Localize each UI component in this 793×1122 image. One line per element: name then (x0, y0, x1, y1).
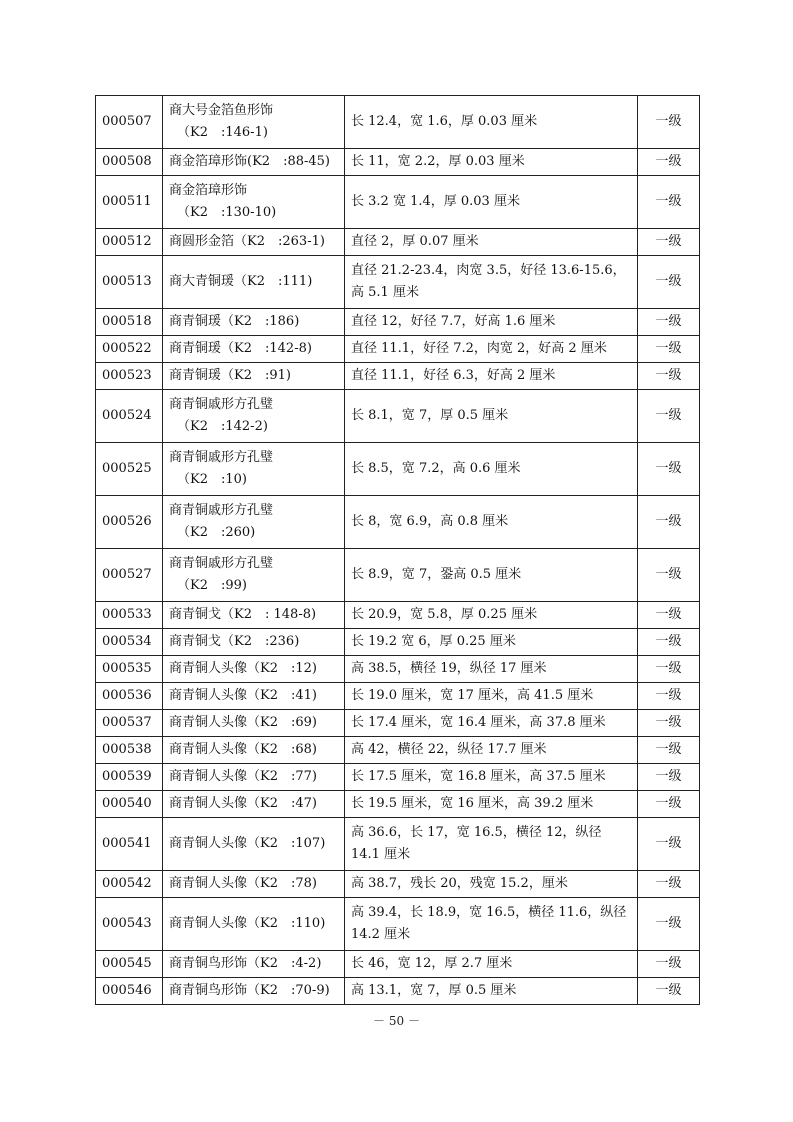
excavation-code: （K2 :91) (221, 368, 291, 383)
relic-name-cell (163, 629, 345, 656)
dimensions-cell: 长 19.5 厘米，宽 16 厘米，高 39.2 厘米 (345, 791, 638, 818)
excavation-code: （K2 :111) (234, 274, 313, 289)
catalog-number-cell: 000542 (96, 871, 163, 898)
dimensions-cell: 长 20.9，宽 5.8，厚 0.25 厘米 (345, 602, 638, 629)
dimensions-cell: 长 8.9，宽 7，銎高 0.5 厘米 (345, 549, 638, 602)
dimensions-cell: 长 8.1，宽 7，厚 0.5 厘米 (345, 390, 638, 443)
relic-name-cell (163, 898, 345, 951)
relic-name-cell (163, 256, 345, 309)
catalog-number-cell: 000523 (96, 363, 163, 390)
table-row (96, 549, 700, 602)
catalog-number-cell: 000513 (96, 256, 163, 309)
relic-name-cell (163, 683, 345, 710)
relic-name: 商青铜戚形方孔璧 (169, 503, 274, 518)
grade-cell: 一级 (638, 764, 700, 791)
dimensions-cell: 直径 11.1，好径 6.3，好高 2 厘米 (345, 363, 638, 390)
grade-cell: 一级 (638, 549, 700, 602)
excavation-code: （K2 :77) (247, 769, 317, 784)
relic-name: 商青铜戚形方孔璧 (169, 450, 274, 465)
excavation-code: （K2 :10) (177, 472, 247, 487)
excavation-code: （K2 :130-10) (177, 205, 277, 220)
table-row (96, 336, 700, 363)
relic-name: 商青铜人头像 (169, 769, 248, 784)
grade-cell: 一级 (638, 390, 700, 443)
dimensions-cell: 高 42，横径 22，纵径 17.7 厘米 (345, 737, 638, 764)
catalog-number-cell: 000546 (96, 978, 163, 1005)
excavation-code: （K2 :69) (247, 715, 317, 730)
catalog-number-cell: 000512 (96, 229, 163, 256)
dimensions-cell: 长 3.2 宽 1.4，厚 0.03 厘米 (345, 176, 638, 229)
relic-name: 商青铜瑗 (169, 314, 222, 329)
table-row (96, 96, 700, 149)
relic-name-cell (163, 363, 345, 390)
relic-name-cell (163, 871, 345, 898)
relic-name: 商青铜瑗 (169, 341, 222, 356)
table-row (96, 898, 700, 951)
catalog-number-cell: 000541 (96, 818, 163, 871)
grade-cell: 一级 (638, 818, 700, 871)
relic-name-cell (163, 390, 345, 443)
catalog-number-cell: 000534 (96, 629, 163, 656)
relic-name: 商青铜人头像 (169, 688, 248, 703)
dimensions-cell: 长 19.0 厘米，宽 17 厘米，高 41.5 厘米 (345, 683, 638, 710)
grade-cell: 一级 (638, 96, 700, 149)
dimensions-cell: 长 8.5，宽 7.2，高 0.6 厘米 (345, 443, 638, 496)
table-row (96, 737, 700, 764)
table-row (96, 176, 700, 229)
catalog-number-cell: 000525 (96, 443, 163, 496)
table-row (96, 791, 700, 818)
relic-name: 商青铜戚形方孔璧 (169, 556, 274, 571)
relic-name-cell (163, 710, 345, 737)
relic-name: 商青铜人头像 (169, 796, 248, 811)
relic-name: 商大青铜瑗 (169, 274, 235, 289)
excavation-code: （K2 :4-2) (247, 956, 322, 971)
dimensions-cell: 高 38.5，横径 19，纵径 17 厘米 (345, 656, 638, 683)
relic-name-cell (163, 764, 345, 791)
page-number: － 50 － (373, 1014, 420, 1028)
table-row (96, 256, 700, 309)
catalog-number-cell: 000535 (96, 656, 163, 683)
relic-name-cell (163, 336, 345, 363)
catalog-number-cell: 000540 (96, 791, 163, 818)
relic-name-cell (163, 656, 345, 683)
grade-cell: 一级 (638, 710, 700, 737)
table-row (96, 818, 700, 871)
table-row (96, 871, 700, 898)
table-row (96, 390, 700, 443)
grade-cell: 一级 (638, 496, 700, 549)
relic-name: 商青铜人头像 (169, 836, 248, 851)
relic-name-cell (163, 96, 345, 149)
relic-name: 商青铜鸟形饰 (169, 983, 248, 998)
dimensions-cell: 高 36.6，长 17，宽 16.5，横径 12，纵径 14.1 厘米 (345, 818, 638, 871)
catalog-number-cell: 000507 (96, 96, 163, 149)
catalog-number-cell: 000537 (96, 710, 163, 737)
table-row (96, 764, 700, 791)
relic-name: 商金箔璋形饰 (169, 154, 248, 169)
relic-name-cell (163, 818, 345, 871)
relic-name: 商青铜人头像 (169, 876, 248, 891)
relic-name: 商青铜人头像 (169, 742, 248, 757)
table-row (96, 149, 700, 176)
grade-cell: 一级 (638, 176, 700, 229)
excavation-code: （K2 :107) (247, 836, 326, 851)
relic-name-cell (163, 176, 345, 229)
table-row (96, 629, 700, 656)
dimensions-cell: 长 17.5 厘米，宽 16.8 厘米，高 37.5 厘米 (345, 764, 638, 791)
dimensions-cell: 长 11，宽 2.2，厚 0.03 厘米 (345, 149, 638, 176)
relic-name: 商青铜人头像 (169, 661, 248, 676)
grade-cell: 一级 (638, 951, 700, 978)
relic-name-cell (163, 149, 345, 176)
table-row (96, 309, 700, 336)
table-row (96, 229, 700, 256)
relic-name: 商青铜戈 (169, 607, 222, 622)
grade-cell: 一级 (638, 309, 700, 336)
grade-cell: 一级 (638, 149, 700, 176)
catalog-number-cell: 000527 (96, 549, 163, 602)
excavation-code: （K2 :68) (247, 742, 317, 757)
dimensions-cell: 直径 11.1，好径 7.2，肉宽 2，好高 2 厘米 (345, 336, 638, 363)
dimensions-cell: 长 46，宽 12，厚 2.7 厘米 (345, 951, 638, 978)
relic-name-cell (163, 309, 345, 336)
catalog-number-cell: 000538 (96, 737, 163, 764)
table-row (96, 710, 700, 737)
dimensions-cell: 长 17.4 厘米，宽 16.4 厘米，高 37.8 厘米 (345, 710, 638, 737)
dimensions-cell: 长 8，宽 6.9，高 0.8 厘米 (345, 496, 638, 549)
grade-cell: 一级 (638, 737, 700, 764)
catalog-number-cell: 000508 (96, 149, 163, 176)
grade-cell: 一级 (638, 656, 700, 683)
grade-cell: 一级 (638, 443, 700, 496)
dimensions-cell: 直径 21.2-23.4，肉宽 3.5，好径 13.6-15.6，高 5.1 厘米 (345, 256, 638, 309)
excavation-code: （K2 :110) (247, 916, 326, 931)
excavation-code: （K2 :260) (177, 525, 256, 540)
excavation-code: (K2 :88-45) (247, 154, 330, 169)
relic-name-cell (163, 978, 345, 1005)
excavation-code: （K2 :70-9) (247, 983, 330, 998)
grade-cell: 一级 (638, 978, 700, 1005)
relic-name: 商大号金箔鱼形饰 (169, 103, 274, 118)
grade-cell: 一级 (638, 229, 700, 256)
grade-cell: 一级 (638, 871, 700, 898)
excavation-code: （K2 :99) (177, 578, 247, 593)
relic-name-cell (163, 496, 345, 549)
table-row (96, 656, 700, 683)
excavation-code: （K2 :263-1) (234, 234, 325, 249)
table-row (96, 496, 700, 549)
relic-name-cell (163, 229, 345, 256)
catalog-number-cell: 000545 (96, 951, 163, 978)
relic-name-cell (163, 602, 345, 629)
table-body (96, 96, 700, 1005)
catalog-number-cell: 000524 (96, 390, 163, 443)
relic-name: 商青铜戈 (169, 634, 222, 649)
relic-name: 商青铜戚形方孔璧 (169, 397, 274, 412)
catalog-number-cell: 000526 (96, 496, 163, 549)
grade-cell: 一级 (638, 256, 700, 309)
grade-cell: 一级 (638, 791, 700, 818)
relic-name: 商青铜人头像 (169, 715, 248, 730)
relic-name-cell (163, 549, 345, 602)
catalog-number-cell: 000533 (96, 602, 163, 629)
relic-name: 商青铜鸟形饰 (169, 956, 248, 971)
excavation-code: （K2 :146-1) (177, 125, 268, 140)
dimensions-cell: 高 38.7，残长 20，残宽 15.2，厘米 (345, 871, 638, 898)
dimensions-cell: 高 39.4，长 18.9，宽 16.5，横径 11.6，纵径 14.2 厘米 (345, 898, 638, 951)
catalog-number-cell: 000511 (96, 176, 163, 229)
dimensions-cell: 长 12.4，宽 1.6，厚 0.03 厘米 (345, 96, 638, 149)
grade-cell: 一级 (638, 683, 700, 710)
excavation-code: （K2 :12) (247, 661, 317, 676)
relic-name-cell (163, 443, 345, 496)
table-row (96, 443, 700, 496)
relic-name: 商青铜瑗 (169, 368, 222, 383)
catalog-number-cell: 000539 (96, 764, 163, 791)
table-row (96, 602, 700, 629)
catalog-number-cell: 000522 (96, 336, 163, 363)
grade-cell: 一级 (638, 363, 700, 390)
table-row (96, 363, 700, 390)
table-row (96, 683, 700, 710)
excavation-code: （K2 :41) (247, 688, 317, 703)
excavation-code: （K2 :142-8) (221, 341, 312, 356)
relic-name: 商圆形金箔 (169, 234, 235, 249)
dimensions-cell: 长 19.2 宽 6，厚 0.25 厘米 (345, 629, 638, 656)
table-row (96, 951, 700, 978)
relic-name-cell (163, 791, 345, 818)
relic-catalog-table (95, 95, 700, 1005)
grade-cell: 一级 (638, 602, 700, 629)
excavation-code: （K2 : 148-8) (221, 607, 317, 622)
relic-name-cell (163, 737, 345, 764)
excavation-code: （K2 :47) (247, 796, 317, 811)
catalog-number-cell: 000518 (96, 309, 163, 336)
excavation-code: （K2 :186) (221, 314, 300, 329)
grade-cell: 一级 (638, 898, 700, 951)
grade-cell: 一级 (638, 629, 700, 656)
relic-name: 商青铜人头像 (169, 916, 248, 931)
table-row (96, 978, 700, 1005)
grade-cell: 一级 (638, 336, 700, 363)
excavation-code: （K2 :142-2) (177, 419, 268, 434)
relic-name-cell (163, 951, 345, 978)
dimensions-cell: 直径 12，好径 7.7，好高 1.6 厘米 (345, 309, 638, 336)
relic-name: 商金箔璋形饰 (169, 183, 248, 198)
excavation-code: （K2 :78) (247, 876, 317, 891)
excavation-code: （K2 :236) (221, 634, 300, 649)
catalog-number-cell: 000543 (96, 898, 163, 951)
dimensions-cell: 高 13.1，宽 7，厚 0.5 厘米 (345, 978, 638, 1005)
dimensions-cell: 直径 2，厚 0.07 厘米 (345, 229, 638, 256)
catalog-number-cell: 000536 (96, 683, 163, 710)
